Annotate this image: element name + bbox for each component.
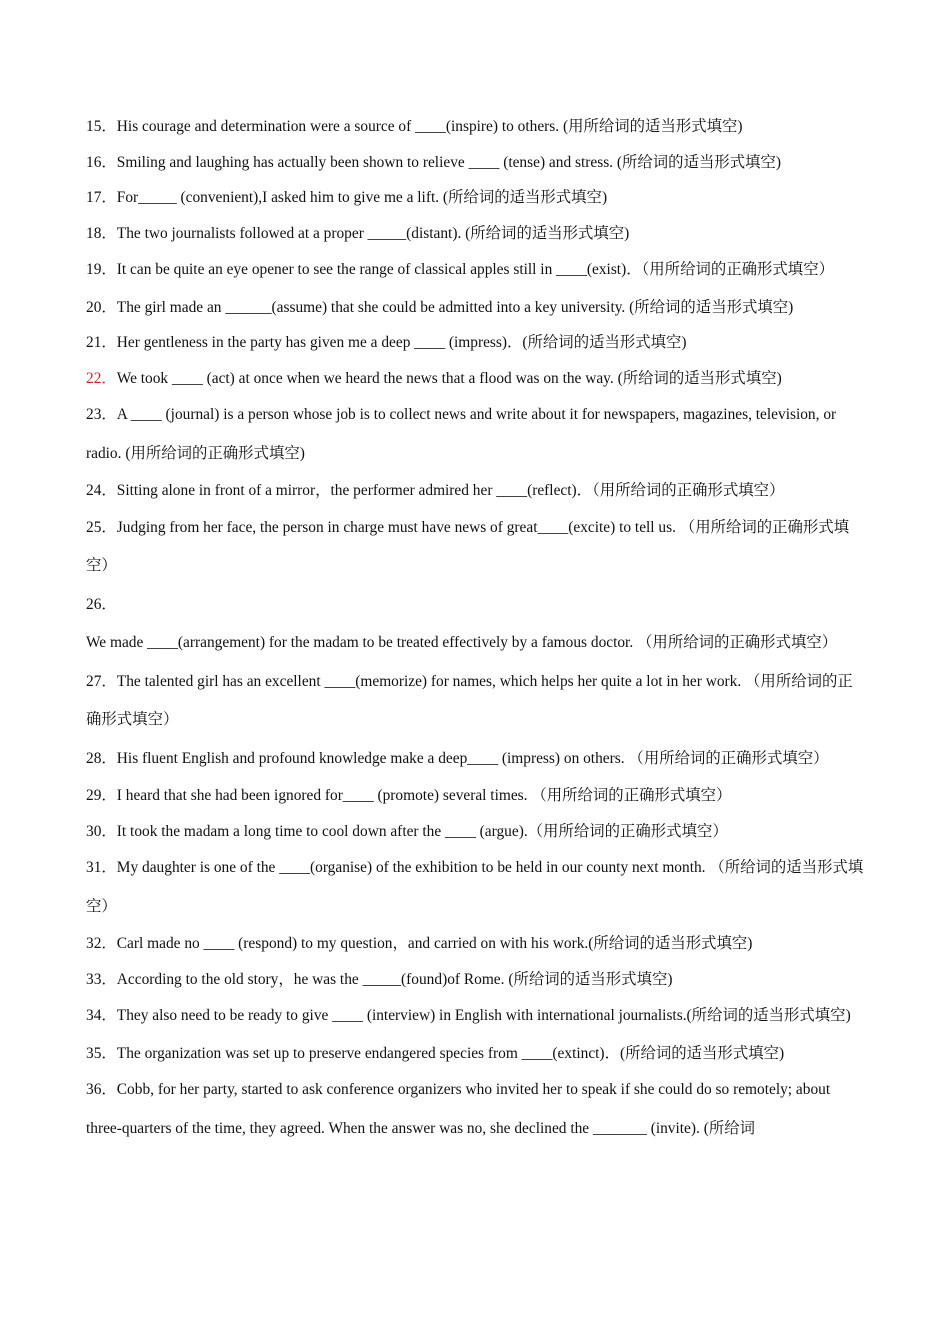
question-text: His fluent English and profound knowledge make a deep____ (impress) on others. （用所给词的正确形式填空）: [116, 749, 829, 767]
question-34: [86, 997, 866, 1036]
question-number: 26．: [86, 595, 117, 613]
question-list: [86, 109, 866, 1148]
question-22: [86, 361, 866, 397]
question-17: [86, 180, 866, 216]
question-30: [86, 814, 866, 850]
question-text: It can be quite an eye opener to see the range of classical apples still in ____(exist)．（用所给词的正确形式填空）: [116, 261, 834, 278]
question-number: 19．: [86, 261, 117, 278]
question-27: [86, 663, 866, 740]
question-number: 17．: [86, 189, 117, 206]
question-number: 36．: [86, 1081, 117, 1098]
question-35: [86, 1036, 866, 1072]
question-text: We took ____ (act) at once when we heard the news that a flood was on the way. (所给词的适当形式填空): [116, 369, 782, 387]
question-number: 30．: [86, 822, 117, 840]
question-number: 29．: [86, 787, 117, 804]
question-15: [86, 109, 866, 145]
question-number: 18．: [86, 224, 117, 242]
question-text: They also need to be ready to give ____ (interview) in English with international journalists.(所给词的适当形式填空): [116, 1007, 851, 1024]
question-text: My daughter is one of the ____(organise) of the exhibition to be held in our county next month. （所给词的适当形式填空）: [86, 859, 864, 915]
question-text: Her gentleness in the party has given me a deep ____ (impress)．(所给词的适当形式填空): [116, 334, 687, 351]
question-text: According to the old story，he was the _____(found)of Rome. (所给词的适当形式填空): [116, 970, 673, 988]
question-number: 27．: [86, 672, 117, 690]
question-number-highlighted: 22．: [86, 369, 117, 387]
question-text: Judging from her face, the person in charge must have news of great____(excite) to tell us. （用所给词的正确形式填空）: [86, 518, 850, 574]
question-number: 35．: [86, 1044, 117, 1062]
question-31: [86, 849, 866, 926]
question-21: [86, 325, 866, 361]
question-text: The talented girl has an excellent ____(memorize) for names, which helps her quite a lot in her work. （用所给词的正确形式填空）: [86, 672, 853, 728]
question-26: [86, 586, 866, 663]
question-text: Sitting alone in front of a mirror，the performer admired her ____(reflect)．（用所给词的正确形式填空）: [116, 482, 785, 499]
question-number: 32．: [86, 935, 117, 952]
question-number: 25．: [86, 518, 117, 536]
question-text: The girl made an ______(assume) that she could be admitted into a key university. (所给词的适当形式填空): [116, 298, 794, 316]
question-20: [86, 290, 866, 326]
question-number: 23．: [86, 406, 117, 423]
question-32: [86, 926, 866, 962]
question-number: 34．: [86, 1007, 117, 1024]
question-number: 31．: [86, 859, 117, 876]
question-text: I heard that she had been ignored for____ (promote) several times. （用所给词的正确形式填空）: [116, 787, 732, 804]
question-text: A ____ (journal) is a person whose job is to collect news and write about it for newspapers, magazines, television, or radio. (用所给词的正确形式填空): [86, 406, 837, 462]
question-24: [86, 473, 866, 509]
question-19: [86, 251, 866, 290]
question-number: 16．: [86, 153, 117, 171]
question-29: [86, 778, 866, 814]
question-text: Cobb, for her party, started to ask conference organizers who invited her to speak if she could do so remotely; about three-quarters of the time, they agreed. When the answer was no, she declined the _______ (invite). (所给词: [86, 1081, 831, 1137]
question-number: 24．: [86, 482, 117, 499]
question-text: We made ____(arrangement) for the madam to be treated effectively by a famous doctor. （用所给词的正确形式填空）: [86, 634, 838, 651]
question-text: Smiling and laughing has actually been shown to relieve ____ (tense) and stress. (所给词的适当形式填空): [116, 153, 782, 171]
question-23: [86, 396, 866, 473]
question-number: 33．: [86, 970, 117, 988]
question-28: [86, 740, 866, 779]
question-25: [86, 509, 866, 586]
question-text: For_____ (convenient),I asked him to give me a lift. (所给词的适当形式填空): [116, 189, 608, 206]
question-16: [86, 145, 866, 181]
question-text: The organization was set up to preserve endangered species from ____(extinct)．(所给词的适当形式填空): [116, 1044, 785, 1062]
question-number: 15．: [86, 118, 117, 135]
question-number: 21．: [86, 334, 117, 351]
question-text: The two journalists followed at a proper _____(distant). (所给词的适当形式填空): [116, 224, 630, 242]
question-number: 28．: [86, 749, 117, 767]
question-text: It took the madam a long time to cool down after the ____ (argue).（用所给词的正确形式填空）: [116, 822, 728, 840]
question-33: [86, 962, 866, 998]
question-number: 20．: [86, 298, 117, 316]
question-text: Carl made no ____ (respond) to my question，and carried on with his work.(所给词的适当形式填空): [116, 935, 753, 952]
question-text: His courage and determination were a source of ____(inspire) to others. (用所给词的适当形式填空): [116, 118, 743, 135]
question-36: [86, 1071, 866, 1148]
question-18: [86, 216, 866, 252]
